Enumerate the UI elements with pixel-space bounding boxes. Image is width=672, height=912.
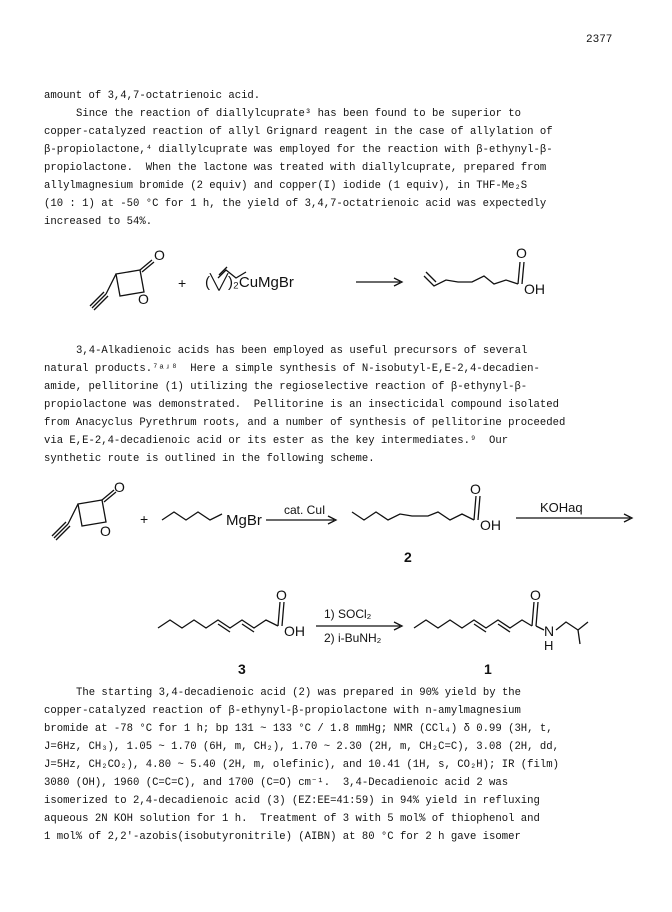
- compound2-oh: OH: [480, 517, 501, 533]
- text-line: via E,E-2,4-decadienoic acid or its ester as the key intermediates.⁹ Our: [44, 435, 509, 447]
- compound3-oh: OH: [284, 623, 305, 639]
- reaction-scheme-2: [0, 478, 672, 678]
- compound1-o: O: [530, 587, 541, 603]
- step2-label: 2) i-BuNH₂: [324, 631, 382, 645]
- page-number: 2377: [586, 34, 613, 46]
- text-line: isomerized to 2,4-decadienoic acid (3) (EZ:EE=41:59) in 94% yield in refluxing: [44, 795, 540, 807]
- cuprate-reagent: (╲╱)₂CuMgBr: [205, 274, 294, 291]
- compound2-o: O: [470, 481, 481, 497]
- compound-3-label: 3: [238, 661, 246, 677]
- text-line: from Anacyclus Pyrethrum roots, and a number of synthesis of pellitorine proceeded: [44, 417, 566, 429]
- text-line: amide, pellitorine (1) utilizing the regioselective reaction of β-ethynyl-β-: [44, 381, 528, 393]
- text-line: J=5Hz, CH₂CO₂), 4.80 ~ 5.40 (2H, m, olefinic), and 10.41 (1H, s, CO₂H); IR (film): [44, 759, 559, 771]
- text-line: 1 mol% of 2,2'-azobis(isobutyronitrile) (AIBN) at 80 °C for 2 h gave isomer: [44, 831, 521, 843]
- grignard-mgbr: MgBr: [226, 512, 262, 529]
- carbonyl-o: O: [154, 247, 165, 263]
- product-o: O: [516, 245, 527, 261]
- ring-o: O: [100, 523, 111, 539]
- text-line: natural products.⁷ᵃʴ⁸ Here a simple synthesis of N-isobutyl-E,E-2,4-decadien-: [44, 363, 540, 375]
- reaction-scheme-1: [0, 240, 672, 320]
- step1-label: 1) SOCl₂: [324, 607, 372, 621]
- text-line: (10 : 1) at -50 °C for 1 h, the yield of 3,4,7-octatrienoic acid was expectedly: [44, 198, 547, 210]
- ring-o: O: [138, 291, 149, 307]
- text-line: aqueous 2N KOH solution for 1 h. Treatment of 3 with 5 mol% of thiophenol and: [44, 813, 540, 825]
- text-line: 3080 (OH), 1960 (C=C=C), and 1700 (C=O) cm⁻¹. 3,4-Decadienoic acid 2 was: [44, 777, 509, 789]
- text-line: J=6Hz, CH₃), 1.05 ~ 1.70 (6H, m, CH₂), 1.70 ~ 2.30 (2H, m, CH₂C=C), 3.08 (2H, dd,: [44, 741, 559, 753]
- catalyst-label: cat. CuI: [284, 503, 326, 517]
- product-oh: OH: [524, 281, 545, 297]
- plus-sign: +: [178, 275, 187, 291]
- text-line: propiolactone was demonstrated. Pellitorine is an insecticidal compound isolated: [44, 399, 559, 411]
- text-line: propiolactone. When the lactone was treated with diallylcuprate, prepared from: [44, 162, 547, 174]
- text-line: increased to 54%.: [44, 216, 153, 228]
- plus-sign: +: [140, 511, 149, 527]
- amide-n: N: [544, 623, 555, 639]
- amide-h: H: [544, 638, 554, 653]
- compound3-o: O: [276, 587, 287, 603]
- text-line: β-propiolactone,⁴ diallylcuprate was employed for the reaction with β-ethynyl-β-: [44, 144, 553, 156]
- base-label: KOHaq: [540, 500, 583, 515]
- compound-2-label: 2: [404, 549, 412, 565]
- text-line: amount of 3,4,7-octatrienoic acid.: [44, 90, 261, 102]
- text-line: copper-catalyzed reaction of β-ethynyl-β-propiolactone with n-amylmagnesium: [44, 705, 521, 717]
- text-line: bromide at -78 °C for 1 h; bp 131 ~ 133 °C / 1.8 mmHg; NMR (CCl₄) δ 0.99 (3H, t,: [44, 723, 553, 735]
- text-line: The starting 3,4-decadienoic acid (2) was prepared in 90% yield by the: [76, 687, 522, 699]
- text-line: 3,4-Alkadienoic acids has been employed as useful precursors of several: [76, 345, 528, 357]
- text-line: Since the reaction of diallylcuprate³ has been found to be superior to: [76, 108, 522, 120]
- carbonyl-o: O: [114, 479, 125, 495]
- text-line: copper-catalyzed reaction of allyl Grignard reagent in the case of allylation of: [44, 126, 553, 138]
- compound-1-label: 1: [484, 661, 492, 677]
- text-line: allylmagnesium bromide (2 equiv) and copper(I) iodide (1 equiv), in THF-Me₂S: [44, 180, 528, 192]
- text-line: synthetic route is outlined in the following scheme.: [44, 453, 375, 465]
